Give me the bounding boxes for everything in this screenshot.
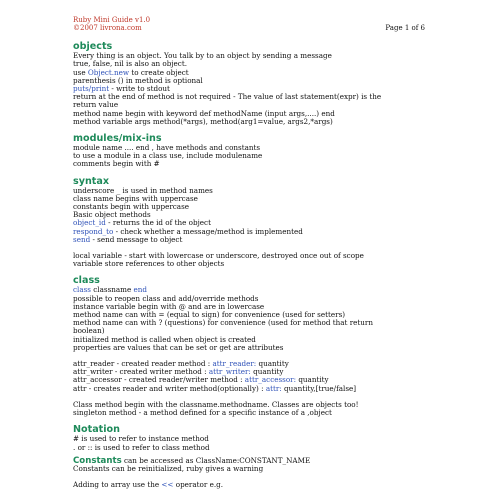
text-line bbox=[73, 481, 425, 489]
text: to create object bbox=[129, 67, 189, 77]
document-page bbox=[73, 16, 425, 489]
code-object-id: object_id bbox=[73, 218, 106, 228]
code-attr-reader: attr_reader: bbox=[212, 359, 257, 369]
code-attr-writer: attr_writer: bbox=[208, 367, 251, 377]
text: can be accessed as ClassName:CONSTANT_NAME bbox=[121, 455, 311, 465]
text: - check whether a message/method is implemented bbox=[113, 226, 303, 236]
text-line: module name .... end , have methods and constants bbox=[73, 143, 261, 153]
text: operator e.g. bbox=[173, 480, 224, 490]
text-line: Basic object methods bbox=[73, 210, 151, 220]
text: quantity bbox=[296, 375, 329, 385]
section-heading-notation: Notation bbox=[73, 424, 120, 436]
text: - write to stdout bbox=[109, 84, 170, 93]
text-line: singleton method - a method defined for a specific instance of a ,object bbox=[73, 408, 332, 418]
code-respond-to: respond_to bbox=[73, 226, 114, 236]
doc-title: Ruby Mini Guide v1.0 bbox=[73, 16, 151, 24]
text-line: true, false, nil is also an object. bbox=[73, 59, 188, 69]
text: attr - creates reader and writer method(optionally) : bbox=[73, 383, 266, 393]
text-line: constants begin with uppercase bbox=[73, 202, 190, 212]
text-line: to use a module in a class use, include modulename bbox=[73, 151, 263, 161]
text: quantity,[true/false] bbox=[281, 383, 357, 393]
text-line bbox=[73, 385, 425, 393]
text-line: method name can with = (equal to sign) for convenience (used for setters) bbox=[73, 310, 346, 320]
text-line: instance variable begin with @ and are in lowercase bbox=[73, 301, 265, 311]
text-line: boolean) bbox=[73, 326, 105, 336]
text-line: # is used to refer to instance method bbox=[73, 434, 209, 444]
text: - returns the id of the object bbox=[105, 218, 211, 228]
text-line: Constants can be reinitialized, ruby gives a warning bbox=[73, 463, 264, 473]
text: attr_reader - created reader method : bbox=[73, 359, 213, 369]
page-number: Page 1 of 6 bbox=[385, 24, 425, 33]
code-class: class bbox=[73, 285, 91, 295]
section-heading-class: class bbox=[73, 275, 100, 287]
text: attr_accessor - created reader/writer method : bbox=[73, 375, 245, 385]
code-attr: attr: bbox=[265, 383, 282, 393]
section-heading-modules: modules/mix-ins bbox=[73, 133, 162, 145]
copyright: ©2007 livrona.com bbox=[73, 24, 142, 33]
text-line: method variable args method(*args), method(arg1=value, args2,*args) bbox=[73, 116, 333, 126]
text-line: return at the end of method is not required - The value of last statement(expr) is the bbox=[73, 92, 382, 102]
text-line: variable store references to other objects bbox=[73, 259, 225, 269]
text-line: properties are values that can be set or get are attributes bbox=[73, 342, 284, 352]
text-line: comments begin with # bbox=[73, 159, 160, 169]
text: quantity bbox=[256, 359, 289, 369]
code-puts-print: puts/print bbox=[73, 84, 110, 93]
doc-header bbox=[73, 16, 425, 32]
text-line: Every thing is an object. You talk by to an object by sending a message bbox=[73, 51, 332, 61]
text-line: initialized method is called when object is created bbox=[73, 334, 256, 344]
text-line: return value bbox=[73, 100, 119, 110]
code-append-operator: << bbox=[161, 480, 174, 490]
code-attr-accessor: attr_accessor: bbox=[244, 375, 297, 385]
code-object-new: Object.new bbox=[87, 67, 130, 77]
text-line: local variable - start with lowercase or underscore, destroyed once out of scope bbox=[73, 251, 364, 261]
code-send: send bbox=[73, 234, 91, 244]
text: quantity bbox=[250, 367, 284, 377]
text-line: underscore _ is used in method names bbox=[73, 185, 213, 195]
text: Adding to array use the bbox=[73, 480, 162, 490]
text-line: possible to reopen class and add/override methods bbox=[73, 293, 259, 303]
text-line: parenthesis () in method is optional bbox=[73, 75, 203, 85]
text-line: Class method begin with the classname.methodname. Classes are objects too! bbox=[73, 399, 359, 409]
section-heading-objects: objects bbox=[73, 41, 113, 53]
text-line bbox=[73, 236, 425, 244]
text: classname bbox=[91, 285, 134, 295]
code-end: end bbox=[133, 285, 148, 295]
text-line: class name begins with uppercase bbox=[73, 193, 198, 203]
section-heading-syntax: syntax bbox=[73, 175, 110, 187]
text: - send message to object bbox=[90, 234, 183, 244]
text: use bbox=[73, 67, 88, 77]
text-line: . or :: is used to refer to class method bbox=[73, 442, 210, 452]
text-line: method name begin with keyword def methodName (input args,....) end bbox=[73, 108, 335, 118]
text: attr_writer - created writer method : bbox=[73, 367, 209, 377]
text-line: method name can with ? (questions) for convenience (used for method that return bbox=[73, 318, 373, 328]
section-heading-constants: Constants bbox=[73, 455, 122, 466]
